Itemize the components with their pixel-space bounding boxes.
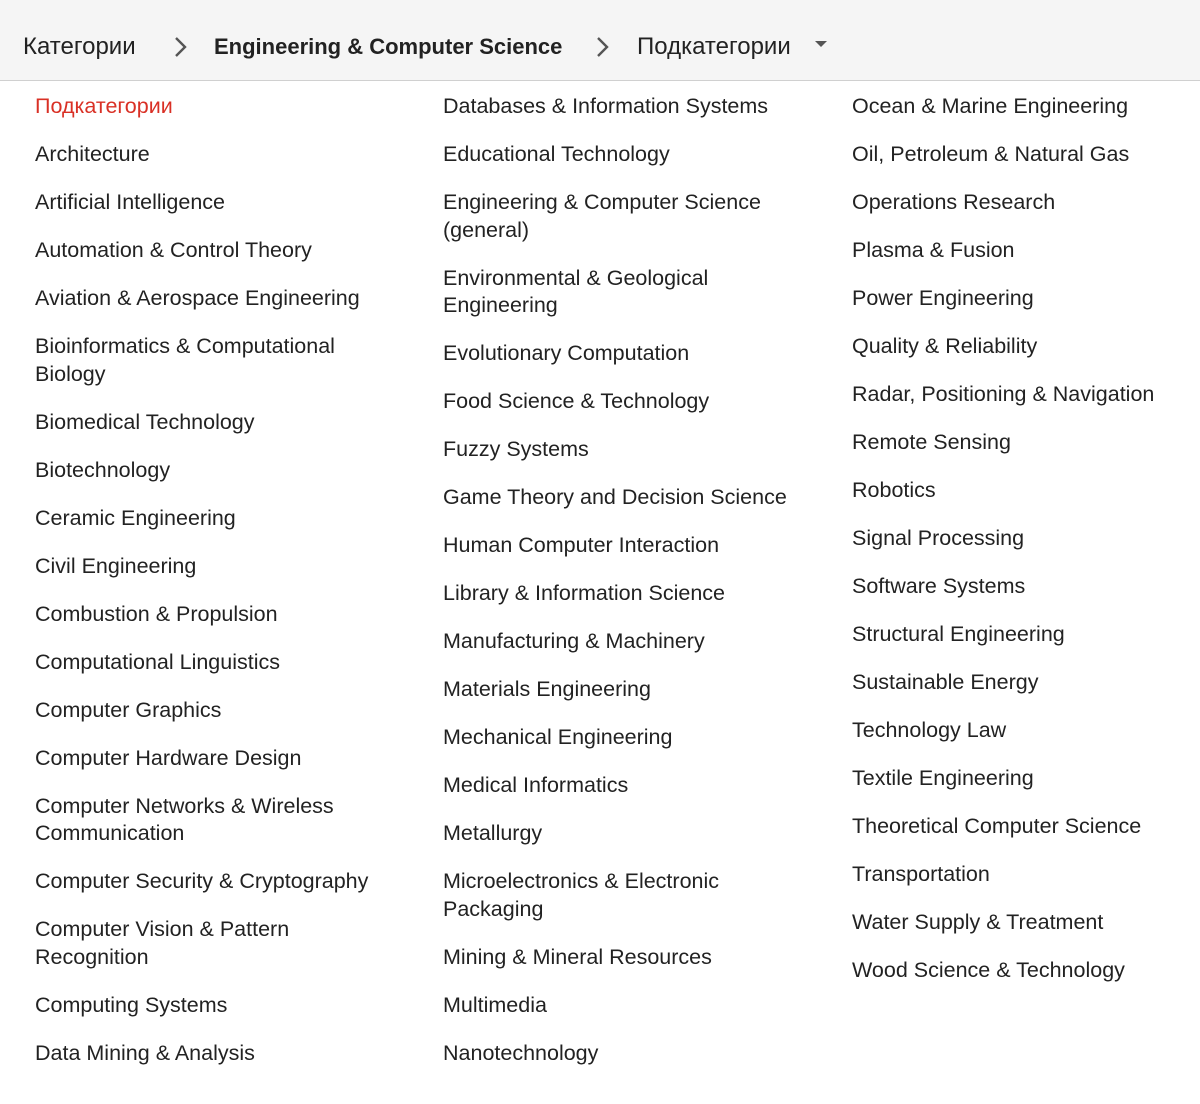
subcategory-link[interactable]: Computer Security & Cryptography <box>35 869 369 893</box>
subcategory-link[interactable]: Biomedical Technology <box>35 409 255 434</box>
caret-down-icon[interactable] <box>815 41 827 47</box>
chevron-right-icon <box>594 35 612 59</box>
subcategory-link[interactable]: Transportation <box>852 862 990 886</box>
subcategory-link[interactable]: Databases & Information Systems <box>443 94 769 118</box>
subcategory-link[interactable]: Architecture <box>35 142 150 166</box>
subcategory-link[interactable]: Plasma & Fusion <box>852 238 1015 262</box>
subcategory-link[interactable]: Bioinformatics & Computational Biology <box>35 334 335 386</box>
subcategory-link[interactable]: Metallurgy <box>443 821 543 845</box>
subcategory-link[interactable]: Radar, Positioning & Navigation <box>852 382 1155 406</box>
subcategory-link[interactable]: Power Engineering <box>852 286 1034 310</box>
subcategory-link[interactable]: Quality & Reliability <box>852 334 1038 358</box>
subcategory-link[interactable]: Aviation & Aerospace Engineering <box>35 286 360 310</box>
subcategory-link[interactable]: Microelectronics & Electronic Packaging <box>443 869 720 921</box>
subcategory-link[interactable]: Computing Systems <box>35 992 228 1017</box>
breadcrumb-bar <box>0 0 1200 81</box>
subcategory-link[interactable]: Medical Informatics <box>443 773 629 797</box>
subcategory-link[interactable]: Automation & Control Theory <box>35 238 312 262</box>
chevron-right-icon <box>172 35 190 59</box>
subcategory-link[interactable]: Software Systems <box>852 574 1026 598</box>
subcategory-link[interactable]: Signal Processing <box>852 526 1025 550</box>
subcategory-link-active[interactable]: Подкатегории <box>35 94 173 118</box>
subcategory-link[interactable]: Computational Linguistics <box>35 649 280 674</box>
subcategory-link[interactable]: Mechanical Engineering <box>443 725 673 749</box>
subcategory-link[interactable]: Operations Research <box>852 190 1056 214</box>
subcategory-link[interactable]: Food Science & Technology <box>443 389 710 413</box>
subcategory-link[interactable]: Educational Technology <box>443 142 670 166</box>
subcategory-link[interactable]: Manufacturing & Machinery <box>443 629 705 653</box>
subcategory-link[interactable]: Computer Vision & Pattern Recognition <box>35 917 290 969</box>
subcategory-link[interactable]: Nanotechnology <box>443 1040 599 1065</box>
subcategory-link[interactable]: Computer Hardware Design <box>35 745 302 770</box>
subcategory-link[interactable]: Evolutionary Computation <box>443 341 690 365</box>
subcategory-link[interactable]: Structural Engineering <box>852 622 1065 646</box>
subcategory-link[interactable]: Fuzzy Systems <box>443 437 589 461</box>
subcategory-column-3 <box>852 93 1197 1005</box>
subcategory-link[interactable]: Environmental & Geological Engineering <box>443 265 709 317</box>
subcategory-link[interactable]: Computer Networks & Wireless Communication <box>35 793 334 845</box>
breadcrumb-categories[interactable]: Категории <box>23 33 136 60</box>
subcategory-link[interactable]: Remote Sensing <box>852 430 1011 454</box>
subcategory-link[interactable]: Ocean & Marine Engineering <box>852 94 1129 118</box>
subcategory-dropdown[interactable]: Подкатегории <box>637 33 791 60</box>
subcategory-link[interactable]: Computer Graphics <box>35 697 222 722</box>
subcategory-link[interactable]: Materials Engineering <box>443 677 651 701</box>
breadcrumb-current-category[interactable]: Engineering & Computer Science <box>214 34 563 59</box>
subcategory-link[interactable]: Multimedia <box>443 992 547 1017</box>
subcategory-link[interactable]: Data Mining & Analysis <box>35 1040 255 1065</box>
subcategory-link[interactable]: Engineering & Computer Science (general) <box>443 190 761 242</box>
subcategory-link[interactable]: Artificial Intelligence <box>35 190 226 214</box>
subcategory-link[interactable]: Technology Law <box>852 718 1007 742</box>
subcategory-link[interactable]: Sustainable Energy <box>852 670 1039 694</box>
subcategory-link[interactable]: Combustion & Propulsion <box>35 601 278 626</box>
subcategory-link[interactable]: Mining & Mineral Resources <box>443 944 712 969</box>
subcategory-link[interactable]: Human Computer Interaction <box>443 533 720 557</box>
subcategory-link[interactable]: Theoretical Computer Science <box>852 814 1142 838</box>
subcategory-link[interactable]: Civil Engineering <box>35 553 197 578</box>
subcategory-link[interactable]: Library & Information Science <box>443 581 726 605</box>
subcategory-link[interactable]: Biotechnology <box>35 457 171 482</box>
subcategory-link[interactable]: Wood Science & Technology <box>852 958 1125 982</box>
subcategory-link[interactable]: Water Supply & Treatment <box>852 910 1104 934</box>
subcategory-column-1 <box>35 93 405 1088</box>
subcategory-link[interactable]: Textile Engineering <box>852 766 1034 790</box>
subcategory-link[interactable]: Game Theory and Decision Science <box>443 485 787 509</box>
subcategory-link[interactable]: Robotics <box>852 478 936 502</box>
subcategory-column-2 <box>443 93 823 1088</box>
subcategory-link[interactable]: Ceramic Engineering <box>35 505 236 530</box>
subcategory-link[interactable]: Oil, Petroleum & Natural Gas <box>852 142 1130 166</box>
